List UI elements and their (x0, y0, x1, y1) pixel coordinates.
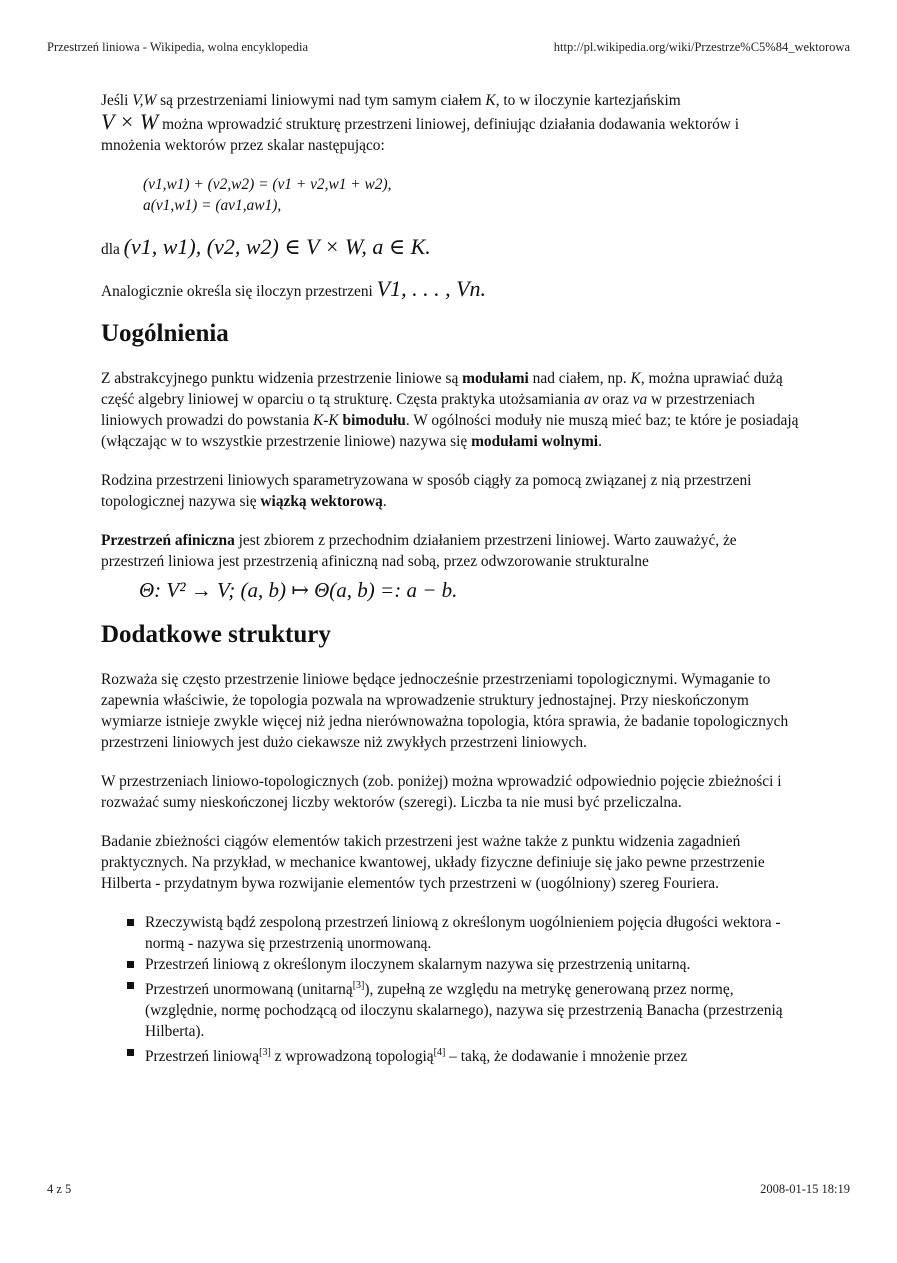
theta-formula: Θ: V² → V; (a, b) ↦ Θ(a, b) =: a − b. (139, 578, 458, 602)
paragraph-dla: dla (v1, w1), (v2, w2) ∈ V × W, a ∈ K. (101, 234, 431, 259)
bullet-icon (127, 1049, 134, 1056)
section-heading-additional-structures: Dodatkowe struktury (101, 621, 331, 648)
footnote-link[interactable]: [4] (433, 1047, 446, 1059)
paragraph-convergence: W przestrzeniach liniowo-topologicznych (zob. poniżej) można wprowadzić odpowiednio pojęcie zbieżności i rozważać sumy nieskończonej liczby wektorów (szeregi). Liczba ta nie musi być przeliczalna. (101, 773, 782, 811)
bullet-icon (127, 982, 134, 989)
bullet-icon (127, 919, 134, 926)
paragraph-modules: Z abstrakcyjnego punktu widzenia przestrzenie liniowe są modułami nad ciałem, np. K, można uprawiać dużą część algebry liniowej w oparciu o tą strukturę. Częsta praktyka utożsamiania av oraz va w przestrzeniach liniowych prowadzi do powstania K-K bimodułu. W ogólności moduły nie muszą mieć baz; te które je posiadają (włączając w to wszystkie przestrzenie liniowe) nazywa się modułami wolnymi. (101, 370, 799, 450)
paragraph-affine-space: Przestrzeń afiniczna jest zbiorem z przechodnim działaniem przestrzeni liniowej. Warto zauważyć, że przestrzeń liniowa jest przestrzenią afiniczną nad sobą, przez odwzorowanie strukturalne (101, 532, 737, 570)
link-bimodule[interactable]: bimodułu (342, 412, 406, 429)
footnote-link[interactable]: [3] (352, 980, 365, 991)
link-free-modules[interactable]: modułami wolnymi (471, 433, 599, 450)
print-footer (47, 1182, 850, 1197)
math-domain-formula: (v1, w1), (v2, w2) ∈ V × W, a ∈ K. (123, 234, 431, 259)
scalar-multiplication-formula: a(v1,w1) = (av1,aw1), (143, 197, 282, 214)
paragraph-product-space: Jeśli V,W są przestrzeniami liniowymi nad tym samym ciałem K, to w iloczynie kartezjańskim V × W można wprowadzić strukturę przestrzeni liniowej, definiując działania dodawania wektorów i mnożenia wektorów przez skalar następująco: (101, 92, 739, 154)
header-url: http://pl.wikipedia.org/wiki/Przestrze%C5%84_wektorowa (553, 40, 850, 54)
addition-formula: (v1,w1) + (v2,w2) = (v1 + v2,w1 + w2), (143, 176, 392, 193)
print-header (47, 40, 850, 55)
link-modules[interactable]: modułami (462, 370, 529, 387)
math-v-times-w: V × W (101, 109, 159, 134)
math-product-formula: V1, . . . , Vn. (376, 276, 487, 301)
section-heading-generalizations: Uogólnienia (101, 320, 229, 347)
footnote-link[interactable]: [3] (259, 1047, 271, 1059)
structures-list (101, 912, 801, 1067)
link-affine-space[interactable]: Przestrzeń afiniczna (101, 532, 235, 549)
header-page-title: Przestrzeń liniowa - Wikipedia, wolna encyklopedia (47, 40, 308, 54)
list-item: Przestrzeń liniową z określonym iloczynem skalarnym nazywa się przestrzenią unitarną. (145, 954, 801, 975)
list-item: Przestrzeń liniową[3] z wprowadzoną topologią[4] – taką, że dodawanie i mnożenie przez (145, 1042, 801, 1067)
list-item: Rzeczywistą bądź zespoloną przestrzeń liniową z określonym uogólnieniem pojęcia długości wektora - normą - nazywa się przestrzenią unormowaną. (145, 912, 801, 954)
bullet-icon (127, 961, 134, 968)
paragraph-topological: Rozważa się często przestrzenie liniowe będące jednocześnie przestrzeniami topologicznymi. Wymaganie to zapewnia właściwie, że topologia pozwala na wprowadzenie struktury jednostajnej. Przy nieskończonym wymiarze istnieje zwykle więcej niż jedna nierównoważna topologia, która sprawia, że badanie topologicznych przestrzeni liniowych jest dużo ciekawsze niż zwykłych przestrzeni liniowych. (101, 671, 789, 751)
operations-definition (143, 174, 801, 216)
paragraph-vector-bundle: Rodzina przestrzeni liniowych sparametryzowana w sposób ciągły za pomocą związanej z nią przestrzeni topologicznej nazywa się wiązką wektorową. (101, 472, 752, 510)
page-counter: 4 z 5 (47, 1182, 72, 1196)
list-item: Przestrzeń unormowaną (unitarną[3]), zupełną ze względu na metrykę generowaną przez normę, (względnie, normę pochodzącą od iloczynu skalarnego), nazywa się przestrzenią Banacha (przestrzenią Hilberta). (145, 975, 801, 1042)
paragraph-analog: Analogicznie określa się iloczyn przestrzeni V1, . . . , Vn. (101, 276, 487, 301)
article-content (101, 90, 801, 1067)
print-timestamp: 2008-01-15 18:19 (760, 1182, 850, 1196)
paragraph-practical: Badanie zbieżności ciągów elementów takich przestrzeni jest ważne także z punktu widzenia zagadnień praktycznych. Na przykład, w mechanice kwantowej, układy fizyczne definiuje się jako pewne przestrzenie Hilberta - przydatnym bywa rozwijanie elementów tych przestrzeni w (uogólniony) szereg Fouriera. (101, 833, 765, 892)
link-vector-bundle[interactable]: wiązką wektorową (260, 493, 383, 510)
